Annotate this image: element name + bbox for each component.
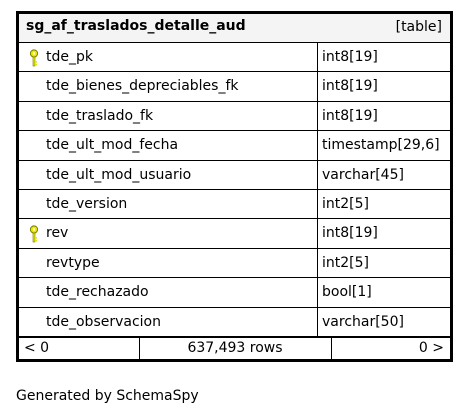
footer-divider <box>331 338 332 359</box>
parents-count: < 0 <box>24 340 50 356</box>
row-count: 637,493 rows <box>187 340 283 356</box>
table-header <box>19 14 450 43</box>
column-divider <box>317 190 318 218</box>
column-type: int8[19] <box>322 49 378 65</box>
column-divider <box>317 161 318 189</box>
table-type-label: [table] <box>395 19 442 35</box>
column-type: bool[1] <box>322 284 372 301</box>
column-name: tde_pk <box>46 49 93 65</box>
column-name: revtype <box>46 254 100 271</box>
column-divider <box>317 43 318 71</box>
column-name: tde_ult_mod_usuario <box>46 166 192 183</box>
table-footer <box>19 337 450 359</box>
column-row <box>19 72 450 101</box>
column-name: tde_traslado_fk <box>46 107 154 124</box>
table-entity <box>16 11 453 362</box>
column-row <box>19 278 450 307</box>
column-divider <box>317 102 318 130</box>
column-divider <box>317 278 318 306</box>
column-row <box>19 161 450 190</box>
column-name: tde_rechazado <box>46 284 149 301</box>
column-name: tde_bienes_depreciables_fk <box>46 78 239 95</box>
key-icon <box>29 49 39 67</box>
column-list <box>19 43 450 337</box>
table-name: sg_af_traslados_detalle_aud <box>26 18 246 34</box>
column-row <box>19 308 450 337</box>
children-count: 0 > <box>418 340 444 356</box>
column-type: int8[19] <box>322 78 378 95</box>
column-divider <box>317 308 318 336</box>
column-type: int2[5] <box>322 254 369 271</box>
generated-by-label: Generated by SchemaSpy <box>16 388 199 404</box>
column-divider <box>317 249 318 277</box>
column-name: tde_ult_mod_fecha <box>46 137 179 154</box>
column-row <box>19 102 450 131</box>
column-type: varchar[50] <box>322 313 404 330</box>
column-name: tde_observacion <box>46 313 161 330</box>
column-row <box>19 190 450 219</box>
column-row <box>19 219 450 248</box>
column-row <box>19 43 450 72</box>
column-row <box>19 249 450 278</box>
column-divider <box>317 131 318 159</box>
column-type: int8[19] <box>322 107 378 124</box>
column-type: int2[5] <box>322 195 369 212</box>
key-icon <box>29 225 39 243</box>
column-divider <box>317 219 318 247</box>
column-name: tde_version <box>46 195 128 212</box>
column-type: int8[19] <box>322 225 378 242</box>
column-divider <box>317 72 318 100</box>
column-row <box>19 131 450 160</box>
column-type: timestamp[29,6] <box>322 137 440 154</box>
column-type: varchar[45] <box>322 166 404 183</box>
column-name: rev <box>46 225 69 242</box>
